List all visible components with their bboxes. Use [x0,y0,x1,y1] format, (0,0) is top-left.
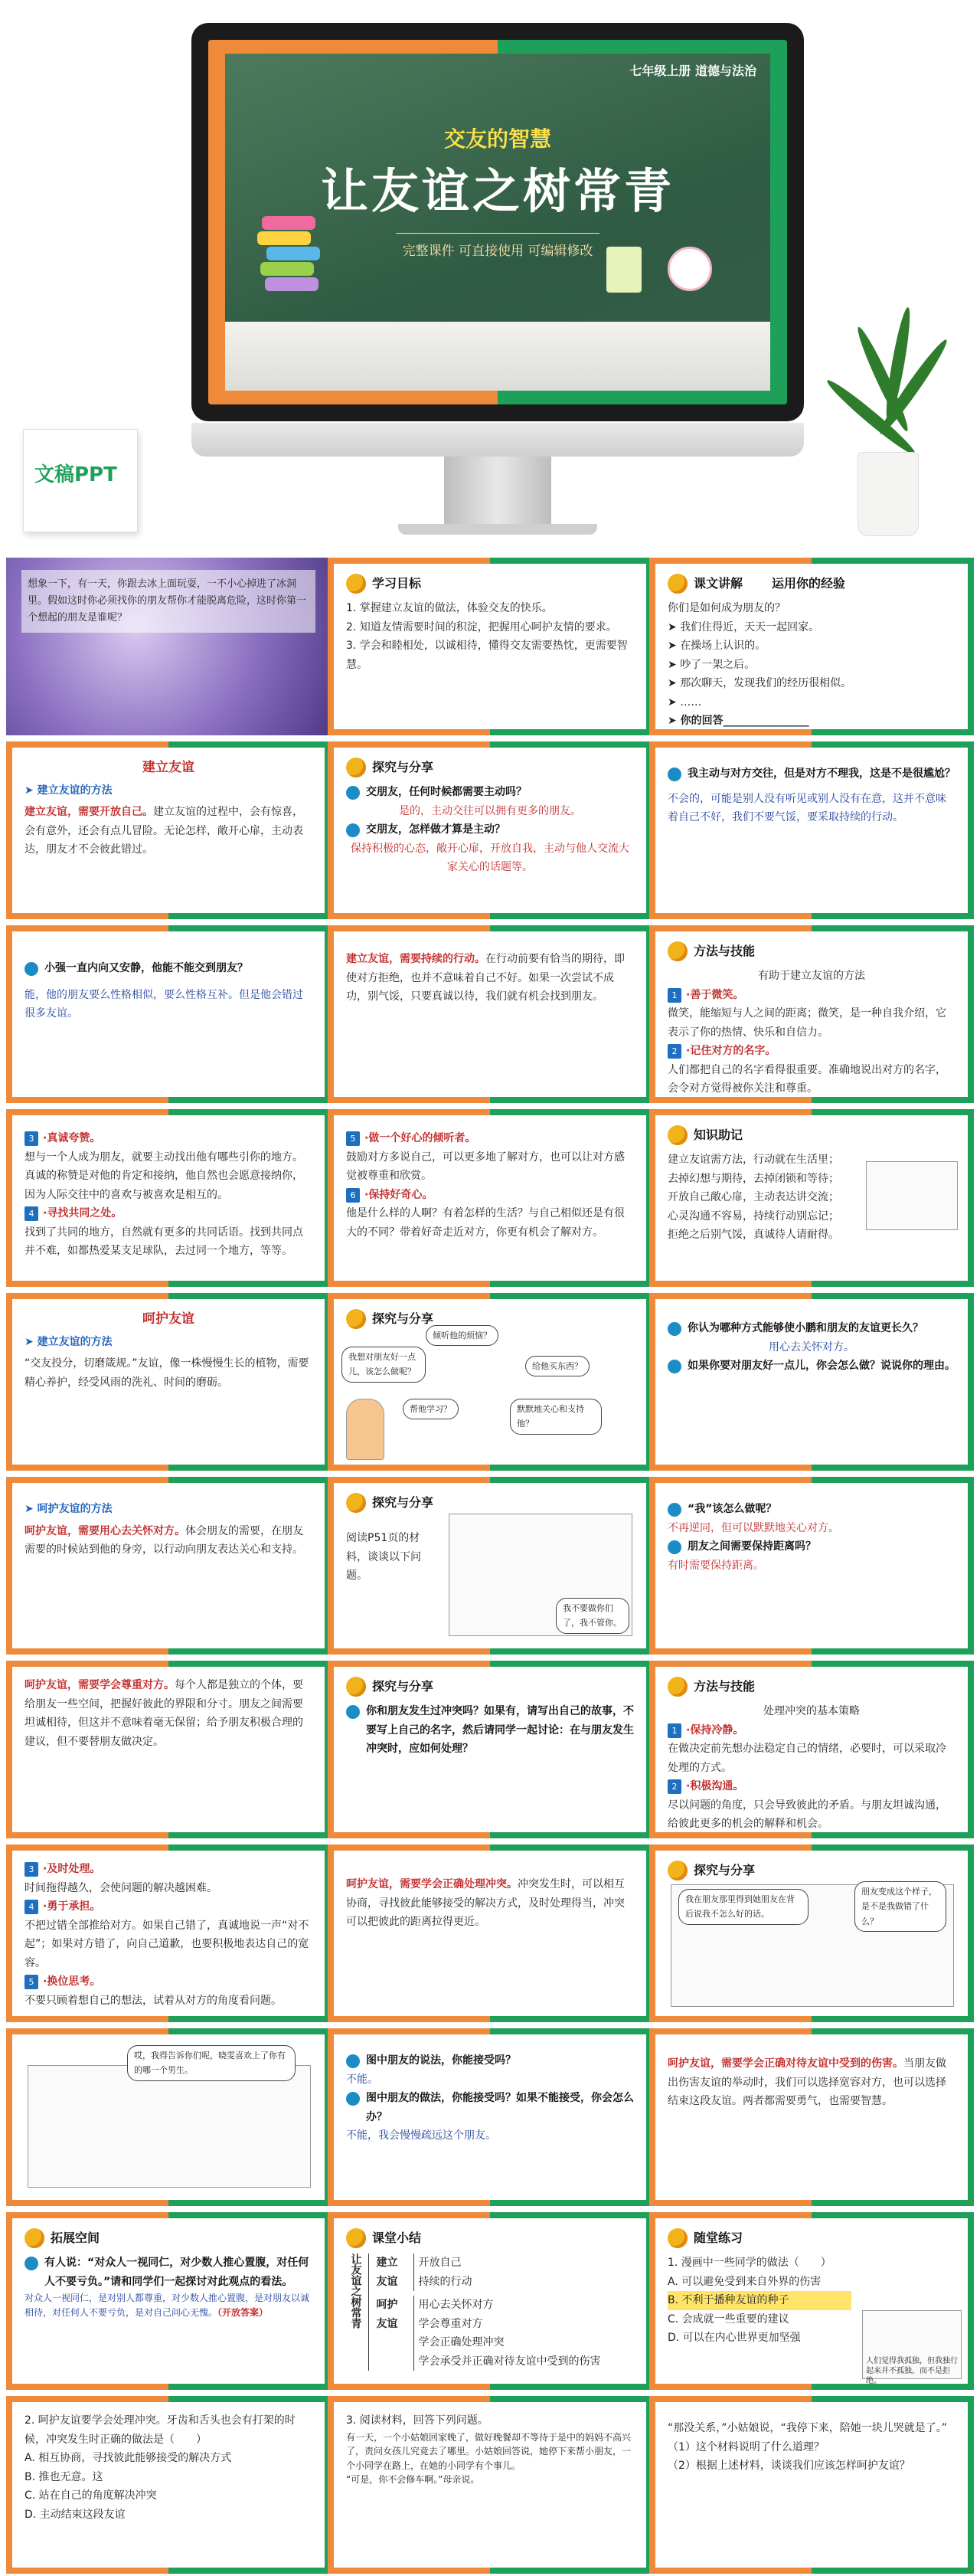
summary-branch: 建立友谊 [376,2257,398,2288]
question: （2）根据上述材料，谈谈我们应该怎样呵护友谊？ [668,2460,910,2472]
summary-leaf: 用心去关怀对方 [418,2299,494,2311]
step-title: ·换位思考。 [43,1975,101,1988]
bullet-icon [668,1125,688,1145]
monitor-screen [208,40,787,404]
option: B. 推也无意。这 [24,2470,103,2483]
question: 1. 漫画中一些同学的做法（ ） [668,2257,831,2269]
step-desc: 在做决定前先想办法稳定自己的情绪，必要时，可以采取冷处理的方式。 [668,1743,946,1774]
method-title: ➤ 建立友谊的方法 [24,784,113,797]
reading-text: 有一天，一个小姑娘回家晚了，做好晚餐却不等待于是中的妈妈不高兴了，责问女孩儿究竟去了哪里。小姑娘回答说，她停下来帮小朋友，一个小同学在路上，在她的小同学有个事儿。 [346,2431,632,2471]
option: D. 主动结束这段友谊 [24,2508,126,2521]
option-correct: B. 不利于播种友谊的种子 [668,2291,851,2310]
question-icon [24,962,38,976]
option: A. 可以避免受到来自外界的伤害 [668,2275,822,2288]
question-icon [346,2092,360,2106]
bullet-icon [346,574,366,594]
slide-heading: 方法与技能 [694,1679,756,1694]
mnemonic-line: 去掉幻想与期待，去掉闭锁和等待； [668,1172,839,1185]
question: “我”该怎么做呢？ [688,1503,777,1515]
option: A. 相互协商，寻找彼此能够接受的解决方式 [24,2452,232,2464]
key-point: 建立友谊，需要持续的行动。 [346,953,485,965]
slide-heading: 随堂练习 [694,2231,743,2245]
summary-root: 让友谊之树常青 [346,2254,369,2371]
slide-heading: 知识助记 [694,1128,743,1142]
question: 你认为哪种方式能够使小鹏和朋友的友谊更长久？ [688,1322,923,1334]
step-title: ·真诚夸赞。 [43,1132,101,1144]
your-answer: ➤ 你的回答________________ [668,715,809,727]
goal-item: 2. 知道友情需要时间的积淀，把握用心呵护友情的要求。 [346,620,617,633]
question: 朋友之间需要保持距离吗？ [688,1540,816,1553]
option: C. 站在自己的角度解决冲突 [24,2489,157,2502]
answer-item: ➤ 在操场上认识的。 [668,640,766,652]
step-title: ·勇于承担。 [43,1900,101,1913]
slide-heading: 探究与分享 [694,1863,756,1877]
slide-conflict-methods [649,1661,974,1838]
answer-item: ➤ 那次聊天，发现我们的经历很相似。 [668,677,852,689]
step-title: ·保持冷静。 [686,1723,744,1736]
slide-methods-3 [328,1109,652,1287]
answer-tag: （开放答案） [217,2306,269,2318]
speech-bubble: 帮他学习？ [403,1399,459,1419]
speech-bubble: 默默地关心和支持他？ [510,1399,602,1435]
slide-gossip [6,2028,331,2206]
speech-bubble: 朋友变成这个样子，是不是我做错了什么？ [854,1881,946,1932]
monitor-stand [444,457,551,525]
question-icon [346,1705,360,1719]
goal-item: 1. 掌握建立友谊的做法，体验交友的快乐。 [346,602,553,614]
body-text: 在行动前要有恰当的期待，即使对方拒绝，也并不意味着自己不好。如果一次尝试不成功，别气馁，只要真诚以待，我们就有机会找到朋友。 [346,953,625,1003]
bullet-icon [346,1493,366,1513]
body-text: 体会朋友的需要，在朋友需要的时候站到他的身旁，以行动向朋友表达关心和支持。 [24,1524,303,1556]
question-icon [668,768,681,781]
body-text: 阅读P51页的材料，谈谈以下问题。 [346,1532,421,1582]
slide-experience [649,558,974,735]
answer: 不再逆同，但可以默默地关心对方。 [668,1521,839,1534]
mnemonic-line: 拒绝之后别气馁，真诚待人请耐得。 [668,1229,839,1241]
slide-respect [6,1661,331,1838]
step-title: ·保持好奇心。 [364,1188,433,1201]
summary-leaf: 持续的行动 [418,2275,472,2288]
brand-logo: 文稿PPT [34,463,117,486]
grade-label: 七年级上册 道德与法治 [629,64,756,78]
bullet-icon [668,2228,688,2248]
question: 图中朋友的做法，你能接受吗？如果不能接受，你会怎么办？ [366,2092,634,2123]
slide-accept [328,2028,652,2206]
step-desc: 想与一个人成为朋友，就要主动找出他有哪些引你的地方。真诚的称赞是对他的肯定和接纳，他自然也会愿意接纳你，因为人际交往中的喜欢与被喜欢是相互的。 [24,1151,303,1201]
step-desc: 人们都把自己的名字看得很重要。准确地说出对方的名字，会令对方觉得被你关注和尊重。 [668,1063,946,1095]
slide-explore-4 [328,1661,652,1838]
step-number: 2 [668,1779,681,1794]
answer: 是的，主动交往可以拥有更多的朋友。 [399,804,581,817]
reading-text: “可是，你不会修车啊。”母亲说。 [346,2474,480,2486]
question: 小强一直内向又安静，他能不能交到朋友？ [44,962,248,974]
answer: 不会的，可能是别人没有听见或别人没有在意，这并不意味着自己不好，我们不要气馁，要采取持续的行动。 [668,792,946,823]
step-title: ·及时处理。 [43,1863,101,1875]
slide-xiaoqiang [6,925,331,1103]
monitor [191,23,804,421]
question-icon [346,823,360,837]
answer-item: ➤ 吵了一架之后。 [668,658,756,671]
slide-summary [328,2212,652,2390]
body-text: 冲突发生时，可以相互协商，寻找彼此能够接受的解决方式，及时处理得当，冲突可以把彼此的距离拉得更近。 [346,1878,625,1928]
summary-branch: 呵护友谊 [376,2299,398,2330]
step-number: 2 [668,1044,681,1059]
mnemonic-line: 开放自己敞心扉，主动表达讲交流； [668,1191,839,1203]
reading-text: “那没关系，”小姑娘说，“我停下来，陪她一块儿哭就是了。” [668,2422,948,2434]
answer: 不能。 [346,2073,378,2086]
step-number: 1 [668,1723,681,1738]
comic-caption: 我不要做你们了，我不管你。 [556,1598,629,1634]
step-number: 4 [24,1206,38,1221]
question-icon [668,1503,681,1517]
lesson-kicker: 交友的智慧 [443,126,551,152]
answer: 对众人一视同仁，是对别人都尊重，对少数人推心置腹，是对朋友以诚相待，对任何人不要亏负，是对自己问心无愧。 [24,2293,310,2318]
comic-caption: 人们觉得我孤独，但我独行起来并不孤独，而不是拒绝。 [866,2357,958,2385]
step-desc: 不把过错全部推给对方。如果自己错了，真诚地说一声“对不起”；如果对方错了，向自己道歉，也要积极地表达自己的宽容。 [24,1919,309,1969]
goal-item: 3. 学会和睦相处，以诚相待，懂得交友需要热忱，更需要智慧。 [346,640,628,671]
mnemonic-line: 建立友谊需方法，行动就在生活里； [668,1154,839,1166]
question: 你和朋友发生过冲突吗？如果有，请写出自己的故事，不要写上自己的名字，然后请同学一起讨论：在与朋友发生冲突时，应如何处理？ [366,1705,634,1755]
question-icon [668,1360,681,1373]
bullet-icon [24,2228,44,2248]
bullet-icon [346,1309,366,1329]
question-icon [346,786,360,800]
option: C. 会成就一些重要的建议 [668,2313,789,2326]
slide-subheading: 处理冲突的基本策略 [763,1705,860,1717]
lesson-title: 让友谊之树常青 [320,163,675,219]
monitor-chin [191,423,804,457]
section-title: 建立友谊 [142,760,194,775]
desk-surface [225,322,770,391]
key-point: 呵护友谊，需要学会正确处理冲突。 [346,1878,518,1890]
question: 有人说：“对众人一视同仁，对少数人推心置腹，对任何人不要亏负。”请和同学们一起探讨对此观点的看法。 [44,2257,309,2288]
bullet-icon [668,941,688,961]
step-title: ·善于微笑。 [686,988,744,1001]
slide-distance [649,1477,974,1655]
step-title: ·寻找共同之处。 [43,1207,122,1219]
slide-heading: 课文讲解 [694,576,743,591]
option: D. 可以在内心世界更加坚强 [668,2332,801,2344]
question-icon [668,1540,681,1554]
answer-item: ➤ …… [668,696,702,709]
question: 如果你要对朋友好一点儿，你会怎么做？说说你的理由。 [688,1360,956,1372]
key-point: 呵护友谊，需要用心去关怀对方。 [24,1524,185,1537]
key-point: 呵护友谊，需要学会尊重对方。 [24,1679,175,1691]
slide-care-method [6,1477,331,1655]
slide-practice-1 [649,2212,974,2390]
slide-lasting [649,1293,974,1471]
desk-calendar [23,429,138,532]
speech-bubble: 我想对朋友好一点儿，该怎么做呢？ [341,1347,426,1383]
summary-leaf: 学会正确处理冲突 [418,2336,505,2349]
question: 你们是如何成为朋友的？ [668,602,786,614]
slide-methods-1 [649,925,974,1103]
step-number: 3 [24,1131,38,1146]
slide-heading: 方法与技能 [694,944,756,958]
plant-icon [835,276,949,536]
slide-heading: 探究与分享 [372,1495,434,1510]
boy-illustration [346,1399,384,1460]
step-desc: 时间拖得越久，会使问题的解决越困难。 [24,1881,217,1894]
slide-hurt [649,2028,974,2206]
slide-heading: 拓展空间 [51,2231,100,2245]
step-number: 1 [668,988,681,1003]
speech-bubble: 倾听他的烦恼？ [426,1325,498,1346]
section-title: 呵护友谊 [142,1311,194,1327]
step-number: 4 [24,1900,38,1914]
comic-illustration [28,2065,311,2188]
summary-leaf: 开放自己 [418,2257,462,2269]
question-icon [24,2257,38,2270]
step-desc: 找到了共同的地方，自然就有更多的共同话语。找到共同点并不难，如都热爱某支足球队，去过同一个地方，等等。 [24,1226,303,1257]
slide-practice-2 [6,2396,331,2574]
answer: 能，他的朋友要么性格相似，要么性格互补。但是他会错过很多友谊。 [24,988,303,1020]
summary-leaf: 学会尊重对方 [418,2317,483,2330]
question: 交朋友，怎样做才算是主动？ [366,823,505,836]
key-point: 建立友谊，需要开放自己。 [24,806,153,819]
answer: 保持积极的心态，敞开心扉，开放自我，主动与他人交流大家关心的话题等。 [351,842,629,873]
speech-bubble: 给他买东西？ [525,1356,590,1376]
question: 图中朋友的说法，你能接受吗？ [366,2054,516,2067]
step-desc: 不要只顾着想自己的想法，试着从对方的角度看问题。 [24,1994,282,2007]
bullet-icon [346,2228,366,2248]
slide-heading: 探究与分享 [372,760,434,774]
bullet-icon [346,1677,366,1697]
step-number: 5 [24,1975,38,1989]
step-title: ·做一个好心的倾听者。 [364,1132,476,1144]
step-desc: 尽以问题的角度，只会导致彼此的矛盾。与朋友坦诚沟通，给彼此更多的机会的解释和机会。 [668,1799,946,1830]
slide-build-open [6,741,331,919]
body-text: 建立友谊的过程中，会有惊喜，会有意外，还会有点儿冒险。无论怎样，敞开心扉，主动表达，朋友才不会彼此错过。 [24,806,303,856]
slide-heading: 课堂小结 [372,2231,422,2245]
body-text: 当朋友做出伤害友谊的举动时，我们可以选择宽容对方，也可以选择结束这段友谊。两者都需要勇气，也需要智慧。 [668,2057,946,2107]
slide-practice-4 [649,2396,974,2574]
slide-explore-5 [649,1844,974,2022]
step-number: 6 [346,1188,360,1203]
slide-explore-3 [328,1477,652,1655]
step-desc: 他是什么样的人啊？有着怎样的生活？与自己相似还是有很大的不同？带着好奇走近对方，你更有机会了解对方。 [346,1207,625,1239]
question-icon [346,2054,360,2068]
step-number: 3 [24,1862,38,1877]
method-title: ➤ 呵护友谊的方法 [24,1503,113,1515]
bullet-icon [668,574,688,594]
step-number: 5 [346,1131,360,1146]
clock-icon [668,247,712,291]
answer: 用心去关怀对方。 [769,1340,854,1353]
slide-heading: 探究与分享 [372,1311,434,1326]
slide-goals [328,558,652,735]
method-title: ➤ 建立友谊的方法 [24,1335,113,1348]
monitor-base [398,524,597,535]
question: 3. 阅读材料，回答下列问题。 [346,2414,488,2427]
body-text: 每个人都是独立的个体，要给朋友一些空间，把握好彼此的界限和分寸。朋友之间需要坦诚相待，但这并不意味着毫无保留；给予朋友积极合理的建议，但不要替朋友做决定。 [24,1679,303,1748]
step-title: ·记住对方的名字。 [686,1045,776,1057]
question-icon [668,1322,681,1336]
pencil-cup-icon [606,247,642,293]
slide-practice-3 [328,2396,652,2574]
answer-item: ➤ 我们住得近，天天一起回家。 [668,620,820,633]
slide-conflict-methods-2 [6,1844,331,2022]
slide-subheading: 有助于建立友谊的方法 [758,970,865,982]
slide-memory [649,1109,974,1287]
mnemonic-line: 心灵沟通不容易，持续行动别忘记； [668,1209,839,1223]
slide-extension [6,2212,331,2390]
step-title: ·积极沟通。 [686,1780,744,1792]
book-illustration [866,1161,958,1230]
body-text: “交友投分，切磨箴规。”友谊，像一株慢慢生长的植物，需要精心养护，经受风雨的洗礼、时间的磨砺。 [24,1357,309,1389]
speech-bubble: 哎，我得告诉你们呢，晓雯喜欢上了你有的哪一个男生。 [127,2045,296,2081]
slide-explore-1 [328,741,652,919]
slide-heading: 学习目标 [372,576,422,591]
slide-methods-2 [6,1109,331,1287]
slide-conflict [328,1844,652,2022]
slide-build-action [328,925,652,1103]
step-desc: 鼓励对方多说自己，可以更多地了解对方，也可以让对方感觉被尊重和欣赏。 [346,1151,625,1182]
summary-leaf: 学会承受并正确对待友谊中受到的伤害 [418,2355,601,2368]
hero-banner [0,0,980,552]
slide-intro [6,558,331,735]
question: 交朋友，任何时候都需要主动吗？ [366,786,527,798]
bullet-icon [346,758,366,777]
slide-explore-2 [328,1293,652,1471]
answer: 不能，我会慢慢疏远这个朋友。 [346,2129,496,2142]
question: 2. 呵护友谊要学会处理冲突。牙齿和舌头也会有打架的时候，冲突发生时正确的做法是（ ） [24,2414,296,2446]
bullet-icon [668,1677,688,1697]
answer: 有时需要保持距离。 [668,1559,764,1572]
lesson-slogan: 完整课件 可直接使用 可编辑修改 [396,233,599,259]
question: 我主动与对方交往，但是对方不理我，这是不是很尴尬？ [688,768,956,780]
slide-heading: 探究与分享 [372,1679,434,1694]
slide-subheading: 运用你的经验 [772,576,846,591]
speech-bubble: 我在朋友那里得到她朋友在背后说我不怎么好的话。 [678,1889,808,1925]
intro-text: 想象一下，有一天，你跟去冰上面玩耍，一不小心掉进了冰洞里。假如这时你必须找你的朋友帮你才能脱离危险，这时你第一个想起的朋友是谁呢？ [21,570,315,633]
step-desc: 微笑，能缩短与人之间的距离；微笑，是一种自我介绍，它表示了你的热情、快乐和自信力。 [668,1007,946,1039]
slide-awkward [649,741,974,919]
key-point: 呵护友谊，需要学会正确对待友谊中受到的伤害。 [668,2057,903,2070]
question: （1）这个材料说明了什么道理？ [668,2440,825,2453]
slide-care-intro [6,1293,331,1471]
bullet-icon [668,1861,688,1880]
